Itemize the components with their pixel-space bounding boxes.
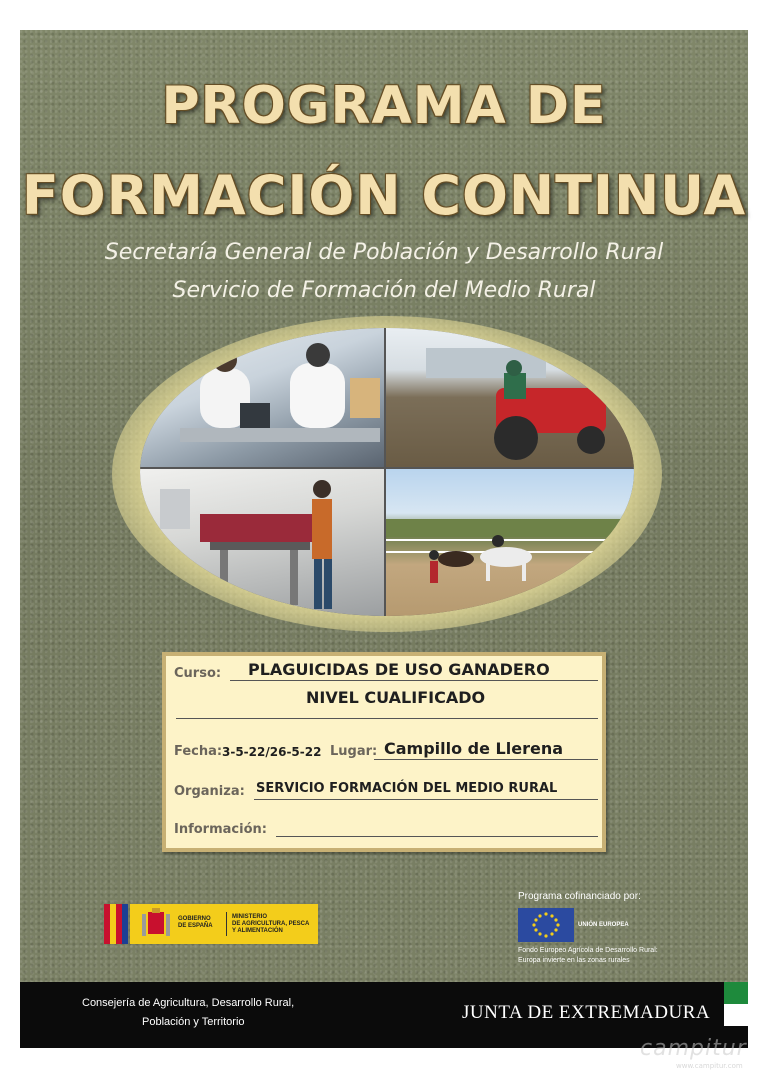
subtitle-secretaria: Secretaría General de Población y Desarrollo Rural — [104, 240, 664, 265]
photo-collage — [140, 328, 634, 616]
consejeria-line-1: Consejería de Agricultura, Desarrollo Rural, — [82, 997, 295, 1009]
informacion-label: Información: — [174, 822, 267, 837]
watermark-url: www.campitur.com — [676, 1062, 743, 1070]
poster-title-line-2: FORMACIÓN CONTINUA — [21, 164, 747, 227]
feader-line-2: Europa invierte en las zonas rurales — [518, 957, 630, 964]
poster-title-line-1: PROGRAMA DE — [161, 76, 607, 136]
organiza-value: SERVICIO FORMACIÓN DEL MEDIO RURAL — [256, 781, 558, 796]
consejeria-text — [82, 994, 294, 1032]
fecha-value: 3-5-22/26-5-22 — [222, 745, 322, 759]
ministerio-text: MINISTERIO DE AGRICULTURA, PESCA Y ALIMENTACIÓN — [232, 914, 310, 934]
tractor-illustration — [386, 328, 634, 467]
photo-workshop — [140, 469, 384, 616]
eu-stars-icon — [518, 908, 574, 942]
union-europea-label: UNIÓN EUROPEA — [578, 922, 629, 928]
cofinanciado-text: Programa cofinanciado por: — [518, 891, 641, 902]
lugar-underline — [374, 759, 598, 760]
horses-illustration — [386, 469, 634, 616]
feader-line-1: Fondo Europeo Agrícola de Desarrollo Rural: — [518, 947, 658, 954]
curso-label: Curso: — [174, 666, 222, 681]
laboratory-illustration — [140, 328, 384, 467]
organiza-underline — [254, 799, 598, 800]
curso-value-line-2: NIVEL CUALIFICADO — [306, 688, 486, 707]
gobierno-text: GOBIERNO DE ESPAÑA — [178, 916, 213, 929]
curso-underline-2 — [176, 718, 598, 719]
watermark-brand: campitur — [640, 1036, 747, 1061]
lugar-value: Campillo de Llerena — [384, 739, 564, 758]
extremadura-flag-green — [724, 982, 748, 1004]
eu-flag-icon — [518, 908, 574, 942]
photo-tractor — [386, 328, 634, 467]
consejeria-line-2: Población y Territorio — [142, 1016, 245, 1028]
gobierno-espana-logo — [104, 904, 318, 944]
junta-extremadura-label: JUNTA DE EXTREMADURA — [462, 1002, 711, 1023]
workshop-illustration — [140, 469, 384, 616]
subtitle-servicio: Servicio de Formación del Medio Rural — [172, 278, 596, 303]
fecha-label: Fecha: — [174, 744, 223, 759]
photo-laboratory — [140, 328, 384, 467]
curso-underline-1 — [230, 680, 598, 681]
curso-value-line-1: PLAGUICIDAS DE USO GANADERO — [248, 660, 550, 679]
extremadura-flag-white — [724, 1004, 748, 1026]
feader-text — [518, 946, 658, 966]
lugar-label: Lugar: — [330, 744, 378, 759]
course-info-box — [162, 652, 606, 852]
gobierno-yellow-panel — [130, 904, 318, 944]
organiza-label: Organiza: — [174, 784, 245, 799]
photo-horses — [386, 469, 634, 616]
informacion-underline — [276, 836, 598, 837]
coat-of-arms-icon — [136, 904, 176, 944]
